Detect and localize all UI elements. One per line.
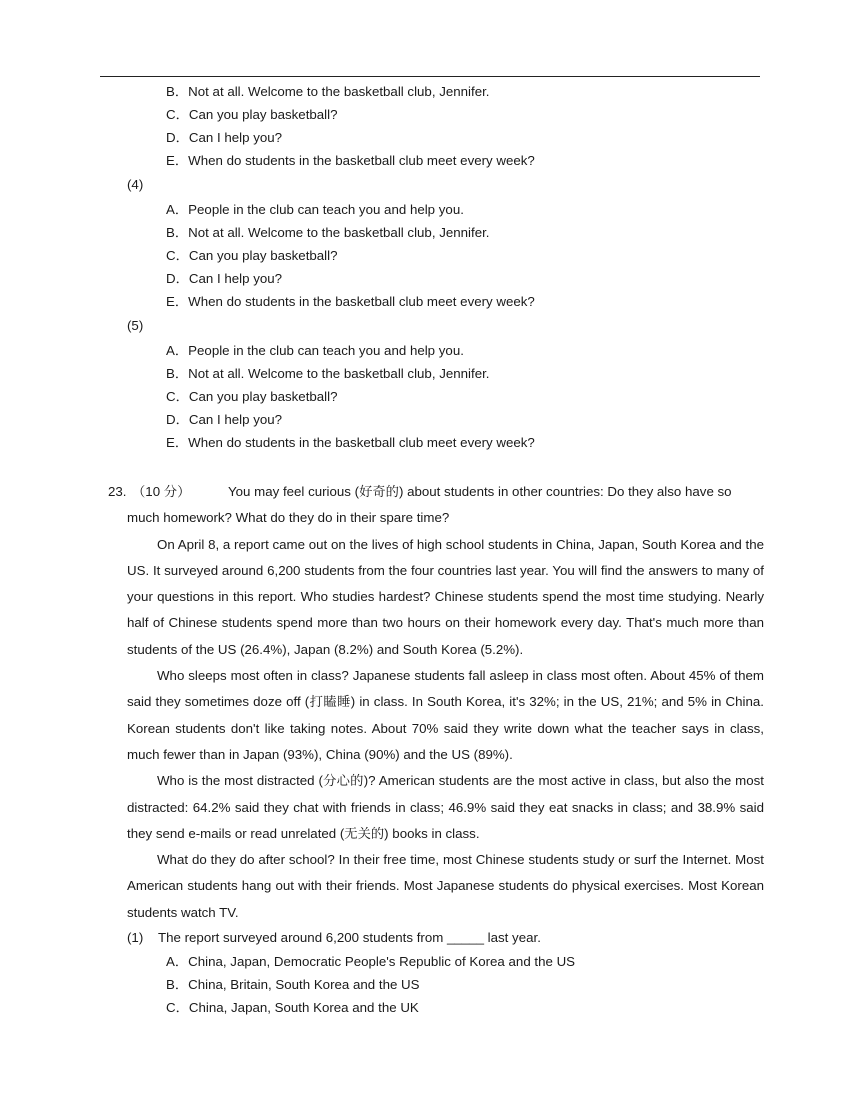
q3-options (166, 80, 766, 172)
q5-options (166, 339, 766, 454)
option-e[interactable]: E．When do students in the basketball club meet every week? (166, 153, 535, 168)
option-d[interactable]: D．Can I help you? (166, 271, 283, 286)
q4-options (166, 198, 766, 313)
question-number-5: (5) (127, 318, 144, 333)
option-e[interactable]: E．When do students in the basketball club meet every week? (166, 294, 535, 309)
option-c[interactable]: C．China, Japan, South Korea and the UK (166, 1000, 419, 1015)
option-e[interactable]: E．When do students in the basketball club meet every week? (166, 435, 535, 450)
option-a[interactable]: A．People in the club can teach you and help you. (166, 343, 464, 358)
question-number-23: 23. (108, 484, 127, 499)
option-b[interactable]: B．Not at all. Welcome to the basketball club, Jennifer. (166, 225, 490, 240)
reading-passage (108, 479, 764, 926)
option-c[interactable]: C．Can you play basketball? (166, 248, 338, 263)
passage-paragraph-5: What do they do after school? In their free time, most Chinese students study or surf the Internet. Most American students hang out with their friends. Most Japanese students do physical exercises. Most Korean students watch TV. (127, 852, 764, 920)
option-b[interactable]: B．Not at all. Welcome to the basketball club, Jennifer. (166, 366, 490, 381)
question-score: （10 分） (132, 484, 191, 499)
passage-intro: You may feel curious (好奇的) about students in other countries: Do they also have so (228, 484, 732, 499)
question-number-4: (4) (127, 177, 144, 192)
passage-paragraph-2: On April 8, a report came out on the lives of high school students in China, Japan, South Korea and the US. It surveyed around 6,200 students from the four countries last year. You will find the answers to many of your questions in this report. Who studies hardest? Chinese students spend the most time studying. Nearly half of Chinese students spend more than two hours on their homework every day. That's much more than students of the US (26.4%), Japan (8.2%) and South Korea (5.2%). (127, 536, 764, 657)
option-d[interactable]: D．Can I help you? (166, 412, 283, 427)
passage-intro-cont: much homework? What do they do in their spare time? (127, 510, 450, 526)
option-b[interactable]: B．China, Britain, South Korea and the US (166, 977, 420, 992)
header-rule (100, 76, 760, 77)
option-c[interactable]: C．Can you play basketball? (166, 389, 338, 404)
subquestion-1 (127, 927, 541, 949)
passage-paragraph-3: Who sleeps most often in class? Japanese students fall asleep in class most often. About 45% of them said they sometimes doze off (打瞌睡) in class. In South Korea, it's 32%; in the US, 21%; and 5% in China. Korean students don't like taking notes. About 70% said they write down what the teacher says in class, much fewer than in Japan (93%), China (90%) and the US (89%). (127, 668, 764, 762)
passage-first-line (108, 479, 764, 505)
subquestion-number: (1) (127, 930, 144, 945)
subquestion-stem: The report surveyed around 6,200 students from _____ last year. (158, 930, 541, 945)
passage-paragraph-4: Who is the most distracted (分心的)? American students are the most active in class, but also the most distracted: 64.2% said they chat with friends in class; 46.9% said they eat snacks in class; and 38.9% said they send e-mails or read unrelated (无关的) books in class. (127, 773, 764, 841)
option-d[interactable]: D．Can I help you? (166, 130, 283, 145)
option-a[interactable]: A．China, Japan, Democratic People's Republic of Korea and the US (166, 954, 576, 969)
option-a[interactable]: A．People in the club can teach you and help you. (166, 202, 464, 217)
option-c[interactable]: C．Can you play basketball? (166, 107, 338, 122)
subquestion-1-options (166, 950, 766, 1019)
option-b[interactable]: B．Not at all. Welcome to the basketball club, Jennifer. (166, 84, 490, 99)
